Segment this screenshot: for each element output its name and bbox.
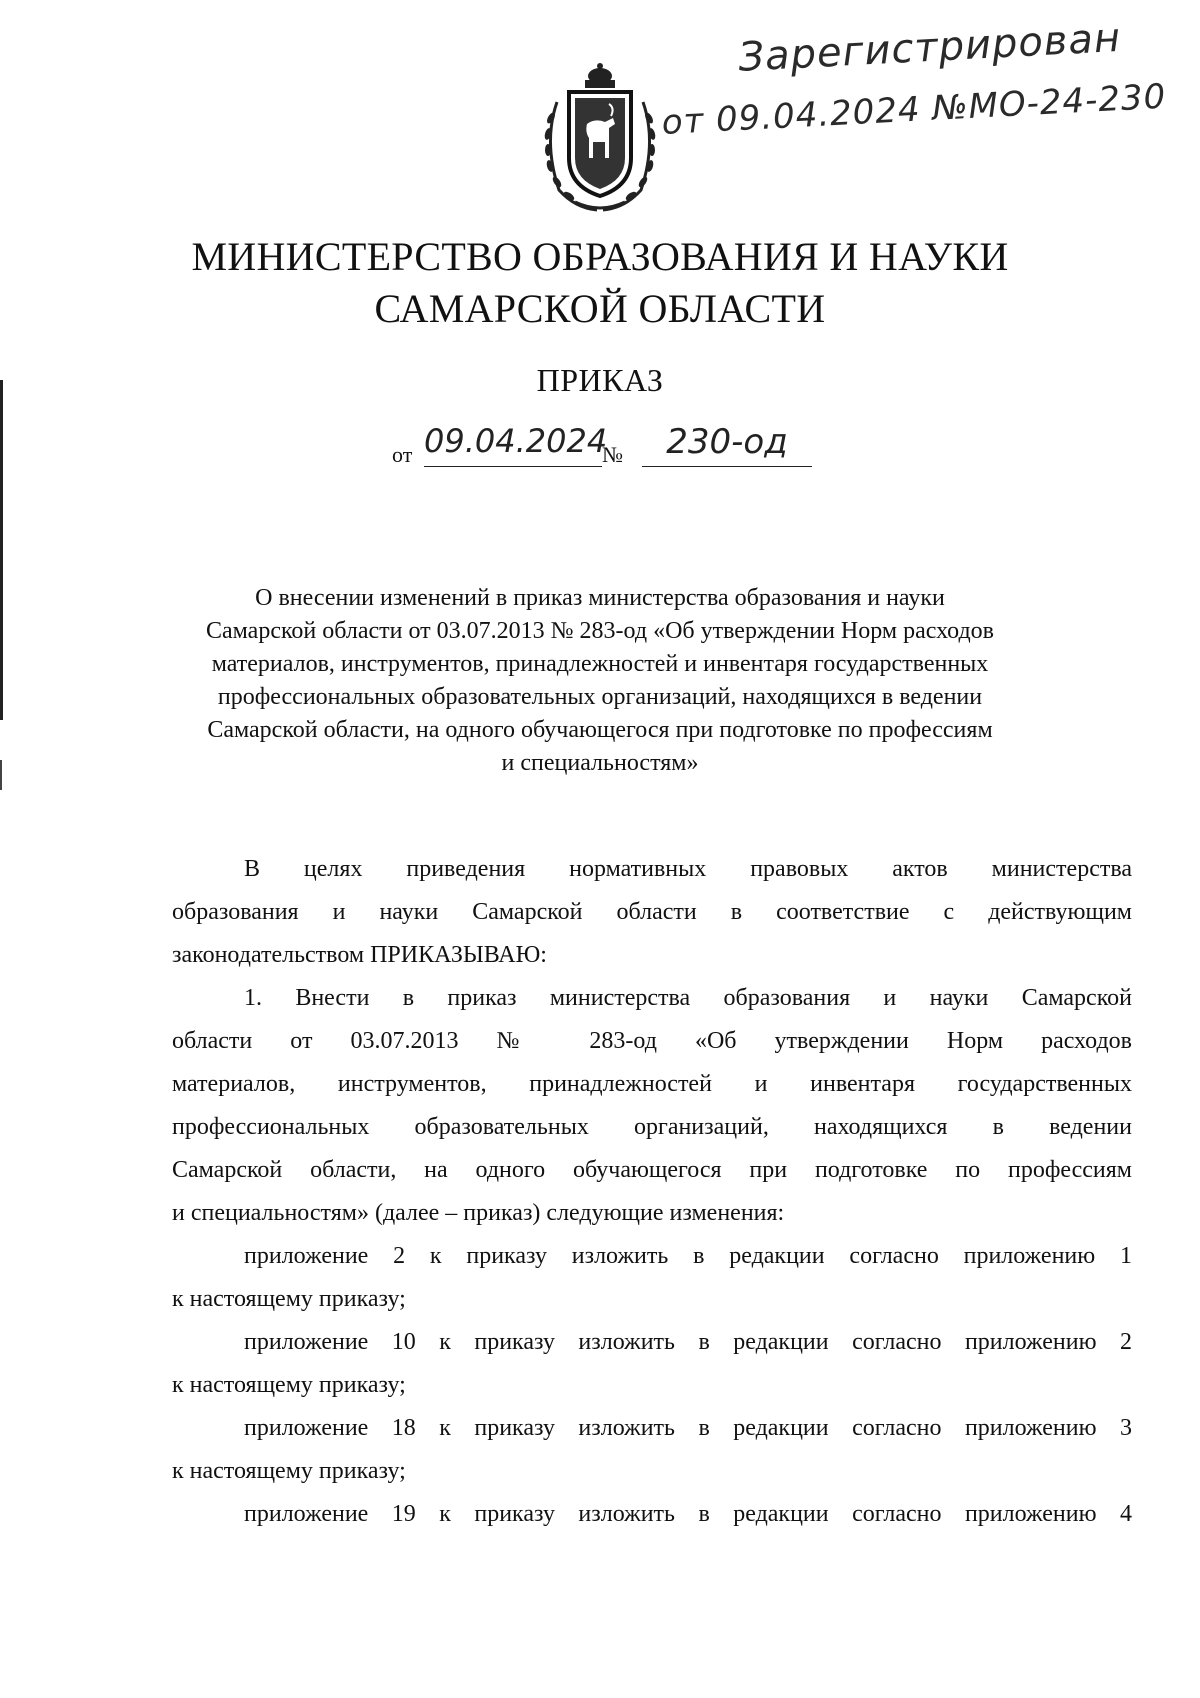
registration-line-1: Зарегистрирован bbox=[737, 14, 1123, 81]
order-subject bbox=[160, 582, 1040, 780]
document-type-title: ПРИКАЗ bbox=[536, 362, 664, 398]
subject-line: О внесении изменений в приказ министерства образования и науки bbox=[255, 585, 945, 611]
body-line: В целях приведения нормативных правовых актов министерства bbox=[244, 856, 1132, 882]
order-body bbox=[172, 848, 1132, 1536]
body-line: профессиональных образовательных организаций, находящихся в ведении bbox=[172, 1114, 1132, 1140]
change-2-paragraph bbox=[172, 1321, 1132, 1407]
body-line: и специальностям» (далее – приказ) следующие изменения: bbox=[172, 1200, 785, 1226]
subject-line: Самарской области, на одного обучающегося при подготовке по профессиям bbox=[207, 717, 993, 743]
subject-line: профессиональных образовательных организаций, находящихся в ведении bbox=[217, 684, 983, 710]
scan-edge-artifact bbox=[0, 760, 2, 790]
scan-edge-artifact bbox=[0, 380, 3, 720]
change-1-paragraph bbox=[172, 1235, 1132, 1321]
body-line: к настоящему приказу; bbox=[172, 1372, 406, 1398]
registration-handwritten-note bbox=[657, 5, 1168, 161]
subject-line: материалов, инструментов, принадлежностей и инвентаря государственных bbox=[211, 651, 989, 677]
body-line: приложение 2 к приказу изложить в редакции согласно приложению 1 bbox=[244, 1243, 1132, 1269]
body-line: законодательством ПРИКАЗЫВАЮ: bbox=[172, 942, 547, 968]
registration-line-2: от 09.04.2024 №МО-24-230 bbox=[660, 76, 1168, 144]
item-1-paragraph bbox=[172, 977, 1132, 1235]
subject-line: и специальностям» bbox=[501, 750, 699, 776]
preamble-paragraph bbox=[172, 848, 1132, 977]
coat-of-arms-icon bbox=[535, 62, 665, 214]
body-line: приложение 10 к приказу изложить в редакции согласно приложению 2 bbox=[244, 1329, 1132, 1355]
body-line: 1. Внести в приказ министерства образования и науки Самарской bbox=[244, 985, 1132, 1011]
subject-line: Самарской области от 03.07.2013 № 283-од «Об утверждении Норм расходов bbox=[205, 618, 994, 644]
change-3-paragraph bbox=[172, 1407, 1132, 1493]
body-line: области от 03.07.2013 № 283-од «Об утверждении Норм расходов bbox=[172, 1028, 1132, 1054]
order-number-handwritten: 230-од bbox=[642, 422, 812, 467]
number-prefix-label: № bbox=[602, 442, 623, 467]
body-line: приложение 18 к приказу изложить в редакции согласно приложению 3 bbox=[244, 1415, 1132, 1441]
change-4-paragraph bbox=[172, 1493, 1132, 1536]
order-date-handwritten: 09.04.2024 bbox=[424, 422, 602, 467]
date-prefix-label: от bbox=[392, 442, 413, 467]
ministry-name-line-2: САМАРСКОЙ ОБЛАСТИ bbox=[374, 286, 826, 331]
ministry-name-line-1: МИНИСТЕРСТВО ОБРАЗОВАНИЯ И НАУКИ bbox=[191, 234, 1009, 279]
body-line: к настоящему приказу; bbox=[172, 1458, 406, 1484]
order-date-number-line bbox=[392, 422, 812, 482]
body-line: материалов, инструментов, принадлежностей и инвентаря государственных bbox=[172, 1071, 1132, 1097]
body-line: приложение 19 к приказу изложить в редакции согласно приложению 4 bbox=[244, 1501, 1132, 1527]
body-line: образования и науки Самарской области в соответствие с действующим bbox=[172, 899, 1132, 925]
body-line: Самарской области, на одного обучающегося при подготовке по профессиям bbox=[172, 1157, 1132, 1183]
body-line: к настоящему приказу; bbox=[172, 1286, 406, 1312]
